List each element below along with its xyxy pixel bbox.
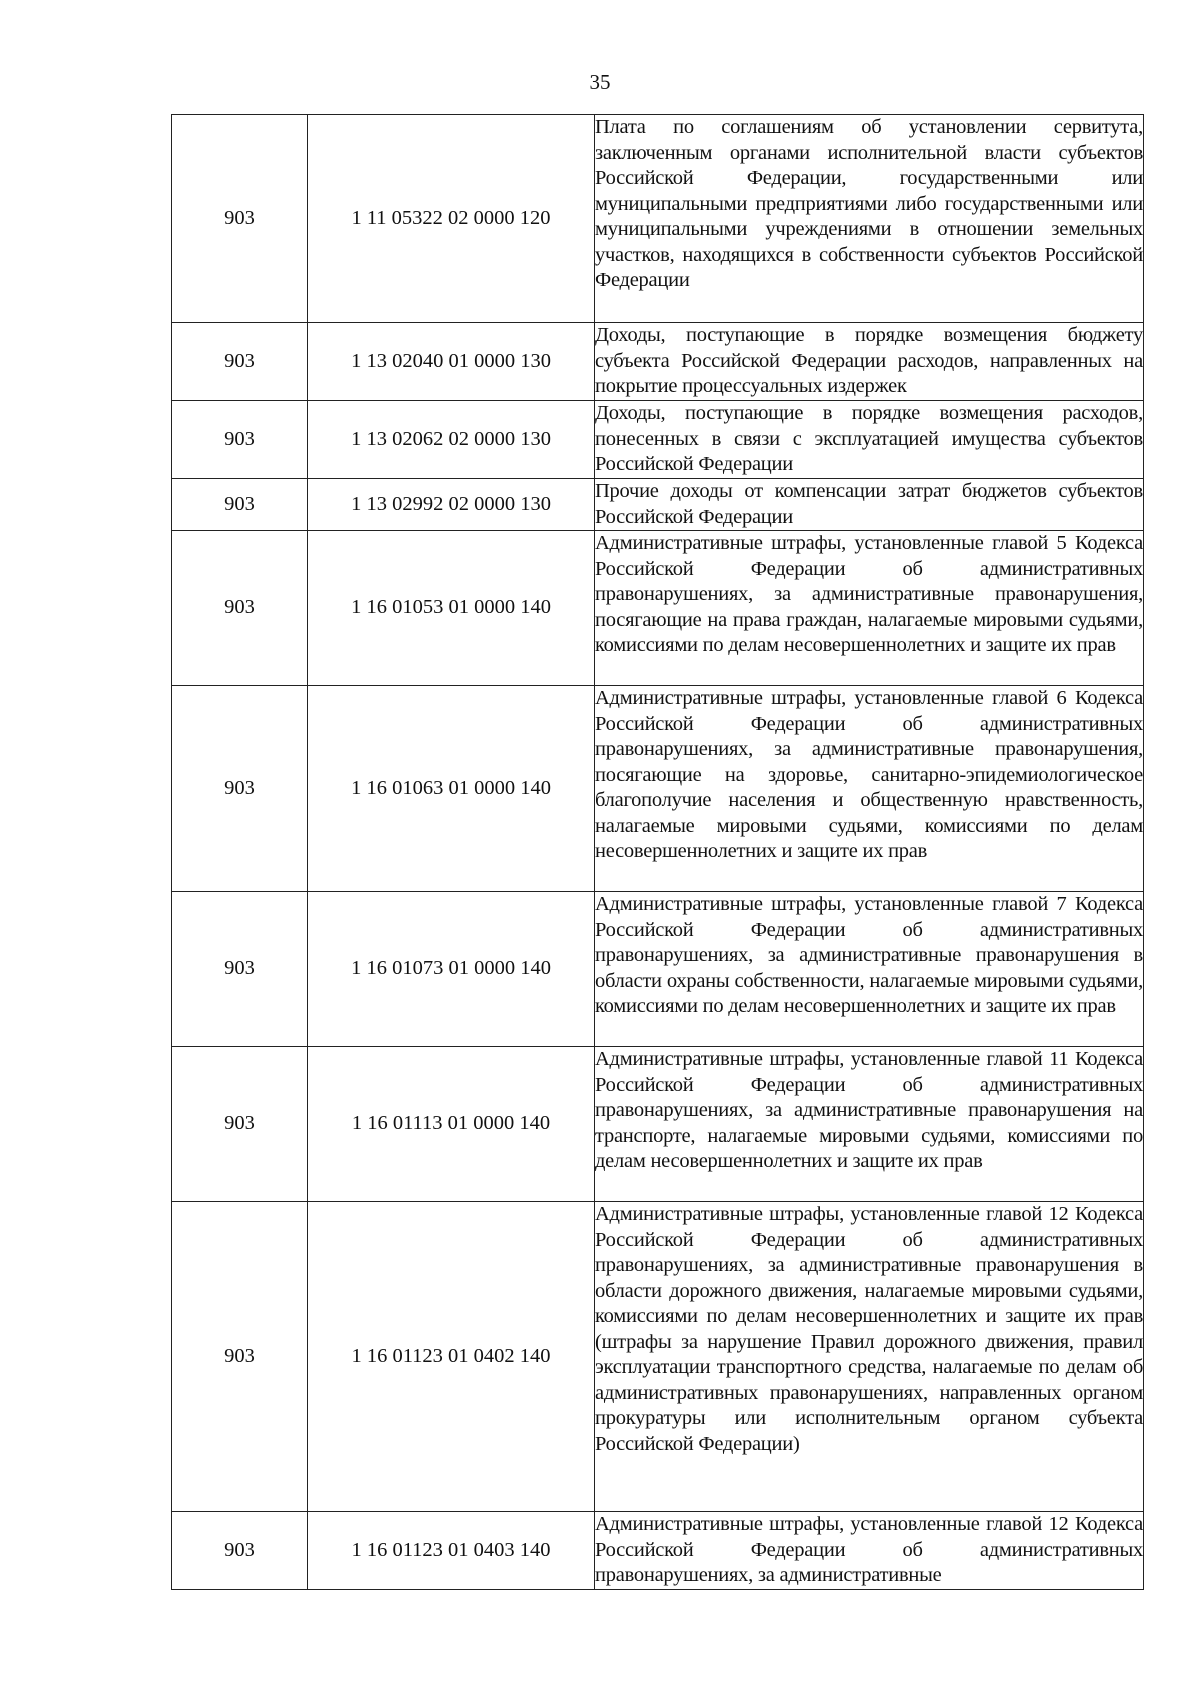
budget-code-cell: 1 16 01053 01 0000 140 — [308, 531, 595, 686]
description-cell: Плата по соглашениям об установлении сервитута, заключенным органами исполнительной власти субъектов Российской Федерации, государственными или муниципальными предприятиями либо государственными или муниципальными учреждениями в отношении земельных участков, находящихся в собственности субъектов Российской Федерации — [595, 115, 1144, 323]
budget-code-cell: 1 16 01063 01 0000 140 — [308, 686, 595, 892]
admin-code-cell: 903 — [172, 479, 308, 531]
description-cell: Административные штрафы, установленные главой 5 Кодекса Российской Федерации об административных правонарушениях, за административные правонарушения, посягающие на права граждан, налагаемые мировыми судьями, комиссиями по делам несовершеннолетних и защите их прав — [595, 531, 1144, 686]
table-row — [172, 531, 1144, 686]
admin-code-cell: 903 — [172, 1047, 308, 1202]
budget-code-cell: 1 13 02040 01 0000 130 — [308, 323, 595, 401]
description-cell: Прочие доходы от компенсации затрат бюджетов субъектов Российской Федерации — [595, 479, 1144, 531]
budget-code-cell: 1 11 05322 02 0000 120 — [308, 115, 595, 323]
table-row — [172, 401, 1144, 479]
page-number: 35 — [589, 70, 611, 94]
revenue-codes-table — [171, 114, 1144, 1590]
budget-code-cell: 1 13 02062 02 0000 130 — [308, 401, 595, 479]
table-row — [172, 892, 1144, 1047]
description-cell: Административные штрафы, установленные главой 7 Кодекса Российской Федерации об административных правонарушениях, за административные правонарушения в области охраны собственности, налагаемые мировыми судьями, комиссиями по делам несовершеннолетних и защите их прав — [595, 892, 1144, 1047]
table-row — [172, 1202, 1144, 1512]
description-cell: Доходы, поступающие в порядке возмещения расходов, понесенных в связи с эксплуатацией имущества субъектов Российской Федерации — [595, 401, 1144, 479]
admin-code-cell: 903 — [172, 686, 308, 892]
description-cell: Доходы, поступающие в порядке возмещения бюджету субъекта Российской Федерации расходов, направленных на покрытие процессуальных издержек — [595, 323, 1144, 401]
admin-code-cell: 903 — [172, 531, 308, 686]
table-row — [172, 1047, 1144, 1202]
admin-code-cell: 903 — [172, 1512, 308, 1590]
budget-code-cell: 1 13 02992 02 0000 130 — [308, 479, 595, 531]
admin-code-cell: 903 — [172, 115, 308, 323]
table-row — [172, 1512, 1144, 1590]
admin-code-cell: 903 — [172, 1202, 308, 1512]
table-row — [172, 115, 1144, 323]
budget-code-cell: 1 16 01113 01 0000 140 — [308, 1047, 595, 1202]
table-row — [172, 686, 1144, 892]
table-row — [172, 479, 1144, 531]
admin-code-cell: 903 — [172, 892, 308, 1047]
budget-code-cell: 1 16 01123 01 0403 140 — [308, 1512, 595, 1590]
description-cell: Административные штрафы, установленные главой 12 Кодекса Российской Федерации об административных правонарушениях, за административные правонарушения в области дорожного движения, налагаемые мировыми судьями, комиссиями по делам несовершеннолетних и защите их прав (штрафы за нарушение Правил дорожного движения, правил эксплуатации транспортного средства, налагаемые по делам об административных правонарушениях, направленных органом прокуратуры или исполнительным органом субъекта Российской Федерации) — [595, 1202, 1144, 1512]
description-cell: Административные штрафы, установленные главой 11 Кодекса Российской Федерации об административных правонарушениях, за административные правонарушения на транспорте, налагаемые мировыми судьями, комиссиями по делам несовершеннолетних и защите их прав — [595, 1047, 1144, 1202]
description-cell: Административные штрафы, установленные главой 6 Кодекса Российской Федерации об административных правонарушениях, за административные правонарушения, посягающие на здоровье, санитарно-эпидемиологическое благополучие населения и общественную нравственность, налагаемые мировыми судьями, комиссиями по делам несовершеннолетних и защите их прав — [595, 686, 1144, 892]
budget-code-cell: 1 16 01123 01 0402 140 — [308, 1202, 595, 1512]
admin-code-cell: 903 — [172, 401, 308, 479]
admin-code-cell: 903 — [172, 323, 308, 401]
description-cell: Административные штрафы, установленные главой 12 Кодекса Российской Федерации об административных правонарушениях, за административные — [595, 1512, 1144, 1590]
budget-code-cell: 1 16 01073 01 0000 140 — [308, 892, 595, 1047]
table-row — [172, 323, 1144, 401]
